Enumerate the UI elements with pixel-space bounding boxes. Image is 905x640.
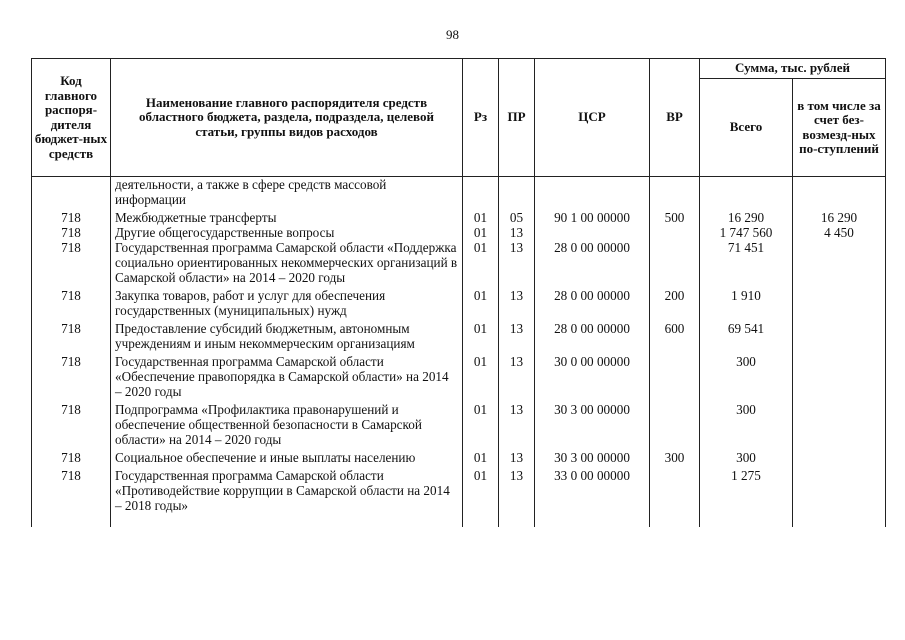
header-total: Всего: [700, 79, 793, 177]
cell-vr: 600: [650, 321, 700, 354]
cell-csr: 28 0 00 00000: [535, 240, 650, 288]
cell-total: 1 275: [700, 468, 793, 527]
header-name: Наименование главного распорядителя средств областного бюджета, раздела, подраздела, целевой статьи, группы видов расходов: [111, 59, 463, 177]
cell-vr: 500: [650, 210, 700, 225]
cell-pr: [499, 177, 535, 211]
cell-pr: 13: [499, 240, 535, 288]
cell-name: Закупка товаров, работ и услуг для обеспечения государственных (муниципальных) нужд: [111, 288, 463, 321]
cell-code: 718: [32, 288, 111, 321]
table-row: [32, 177, 886, 211]
cell-free: [793, 468, 886, 527]
cell-vr: [650, 402, 700, 450]
cell-free: [793, 288, 886, 321]
cell-vr: [650, 468, 700, 527]
header-csr: ЦСР: [535, 59, 650, 177]
cell-pr: 13: [499, 225, 535, 240]
cell-rz: 01: [463, 321, 499, 354]
cell-csr: 33 0 00 00000: [535, 468, 650, 527]
cell-csr: [535, 177, 650, 211]
cell-pr: 13: [499, 321, 535, 354]
cell-csr: 28 0 00 00000: [535, 321, 650, 354]
table-row: [32, 354, 886, 402]
cell-code: [32, 177, 111, 211]
cell-name: Социальное обеспечение и иные выплаты населению: [111, 450, 463, 468]
cell-total: 300: [700, 450, 793, 468]
cell-name: Предоставление субсидий бюджетным, автономным учреждениям и иным некоммерческим организациям: [111, 321, 463, 354]
cell-name: Другие общегосударственные вопросы: [111, 225, 463, 240]
cell-vr: 300: [650, 450, 700, 468]
table-row: [32, 321, 886, 354]
cell-total: [700, 177, 793, 211]
header-pr: ПР: [499, 59, 535, 177]
cell-free: [793, 354, 886, 402]
cell-vr: [650, 240, 700, 288]
table-row: [32, 402, 886, 450]
cell-rz: 01: [463, 354, 499, 402]
cell-code: 718: [32, 354, 111, 402]
cell-vr: 200: [650, 288, 700, 321]
cell-pr: 05: [499, 210, 535, 225]
cell-code: 718: [32, 225, 111, 240]
cell-rz: 01: [463, 402, 499, 450]
header-rz: Рз: [463, 59, 499, 177]
cell-csr: 30 0 00 00000: [535, 354, 650, 402]
cell-rz: 01: [463, 468, 499, 527]
table-body: [32, 177, 886, 528]
cell-total: 71 451: [700, 240, 793, 288]
cell-name: Государственная программа Самарской области «Противодействие коррупции в Самарской области на 2014 – 2018 годы»: [111, 468, 463, 527]
cell-rz: 01: [463, 288, 499, 321]
cell-free: [793, 177, 886, 211]
cell-name: Государственная программа Самарской области «Обеспечение правопорядка в Самарской области» на 2014 – 2020 годы: [111, 354, 463, 402]
cell-free: 4 450: [793, 225, 886, 240]
cell-code: 718: [32, 450, 111, 468]
cell-total: 1 910: [700, 288, 793, 321]
cell-free: [793, 402, 886, 450]
table-row: [32, 468, 886, 527]
header-vr: ВР: [650, 59, 700, 177]
cell-total: 300: [700, 354, 793, 402]
table-row: [32, 210, 886, 225]
cell-free: 16 290: [793, 210, 886, 225]
cell-code: 718: [32, 210, 111, 225]
cell-rz: [463, 177, 499, 211]
cell-code: 718: [32, 402, 111, 450]
cell-vr: [650, 225, 700, 240]
header-code: Код главного распоря-дителя бюджет-ных средств: [32, 59, 111, 177]
cell-code: 718: [32, 240, 111, 288]
header-free: в том числе за счет без-возмезд-ных по-ступлений: [793, 79, 886, 177]
page-number: 98: [446, 27, 459, 42]
header-sum: Сумма, тыс. рублей: [700, 59, 886, 79]
cell-rz: 01: [463, 240, 499, 288]
cell-csr: 28 0 00 00000: [535, 288, 650, 321]
cell-name: деятельности, а также в сфере средств массовой информации: [111, 177, 463, 211]
cell-rz: 01: [463, 225, 499, 240]
cell-rz: 01: [463, 450, 499, 468]
cell-pr: 13: [499, 402, 535, 450]
cell-csr: 30 3 00 00000: [535, 450, 650, 468]
cell-total: 1 747 560: [700, 225, 793, 240]
cell-total: 16 290: [700, 210, 793, 225]
cell-rz: 01: [463, 210, 499, 225]
cell-name: Межбюджетные трансферты: [111, 210, 463, 225]
table-header: [32, 59, 886, 177]
cell-csr: [535, 225, 650, 240]
cell-total: 300: [700, 402, 793, 450]
table-row: [32, 288, 886, 321]
table-row: [32, 450, 886, 468]
cell-code: 718: [32, 321, 111, 354]
cell-free: [793, 321, 886, 354]
cell-csr: 30 3 00 00000: [535, 402, 650, 450]
cell-free: [793, 240, 886, 288]
cell-code: 718: [32, 468, 111, 527]
cell-csr: 90 1 00 00000: [535, 210, 650, 225]
cell-name: Подпрограмма «Профилактика правонарушений и обеспечение общественной безопасности в Самарской области» на 2014 – 2020 годы: [111, 402, 463, 450]
table-row: [32, 240, 886, 288]
cell-total: 69 541: [700, 321, 793, 354]
table-row: [32, 225, 886, 240]
cell-vr: [650, 177, 700, 211]
cell-free: [793, 450, 886, 468]
cell-vr: [650, 354, 700, 402]
cell-pr: 13: [499, 468, 535, 527]
cell-pr: 13: [499, 450, 535, 468]
cell-name: Государственная программа Самарской области «Поддержка социально ориентированных некоммерческих организаций в Самарской области» на 2014 – 2020 годы: [111, 240, 463, 288]
budget-table: [31, 58, 886, 527]
cell-pr: 13: [499, 288, 535, 321]
cell-pr: 13: [499, 354, 535, 402]
